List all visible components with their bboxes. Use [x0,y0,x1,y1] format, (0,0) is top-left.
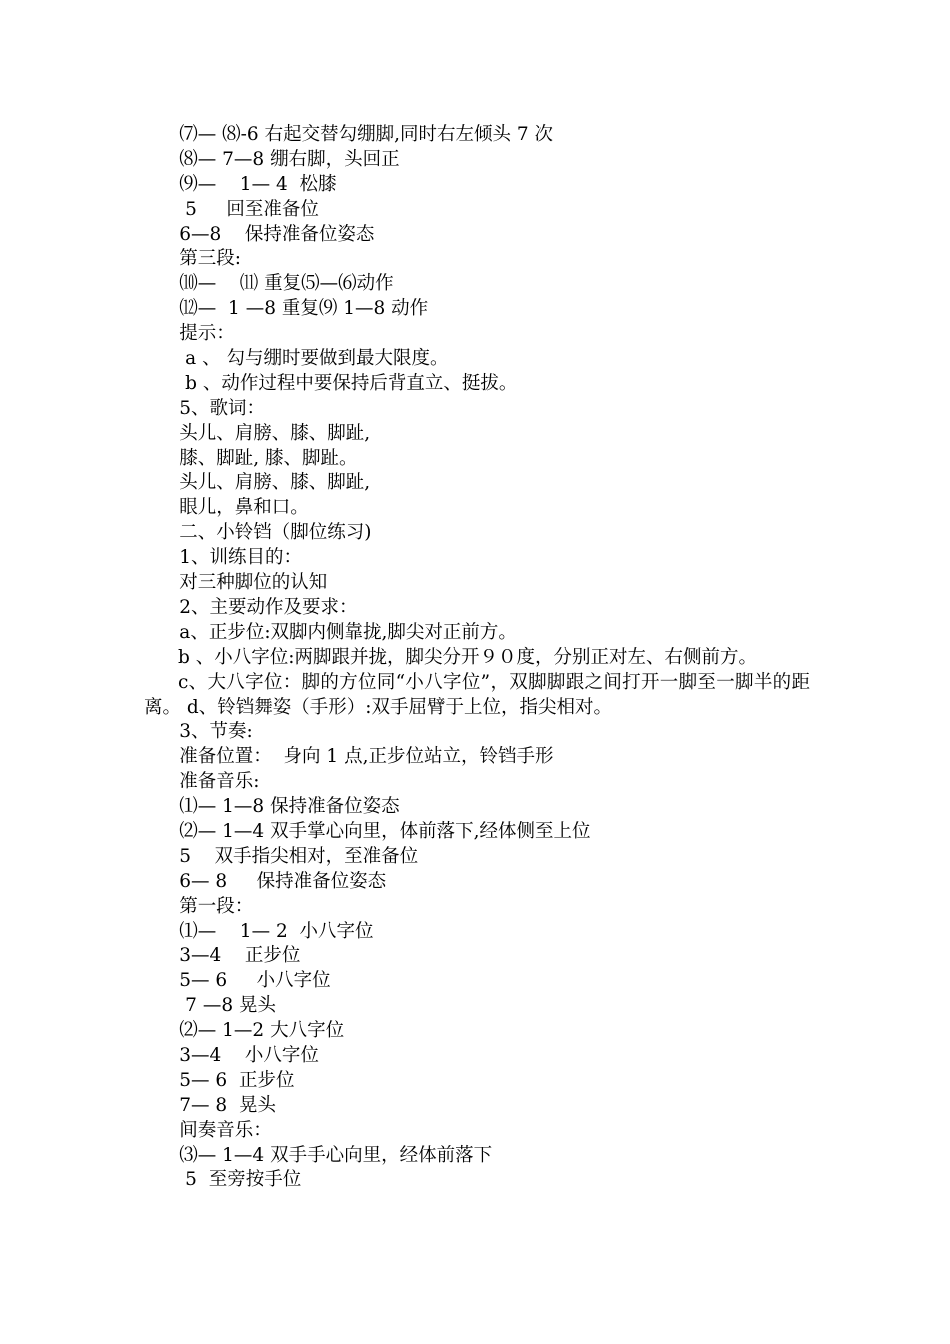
text-line: ⑵— 1—2 大八字位 [144,1020,345,1042]
lyric-line: 眼儿，鼻和口。 [144,497,309,519]
section-heading: 间奏音乐： [144,1119,272,1141]
text-line: ⑶— 1—4 双手手心向里，经体前落下 [144,1144,493,1166]
tips-heading: 提示： [144,323,235,345]
lyrics-heading: 5、歌词： [144,397,266,419]
text-line: 5 回至准备位 [144,198,319,220]
text-line: 对三种脚位的认知 [144,572,328,594]
text-line: 准备音乐: [144,771,260,793]
subsection-heading: 1、训练目的： [144,547,303,569]
tip-item: b 、动作过程中要保持后背直立、挺拔。 [144,372,518,394]
text-line: 5— 6 正步位 [144,1069,295,1091]
section-heading: 第一段： [144,895,254,917]
subsection-heading: 2、主要动作及要求： [144,596,358,618]
text-line: 7— 8 晃头 [144,1094,276,1116]
text-line: 6— 8 保持准备位姿态 [144,870,387,892]
text-line: ⑽— ⑾ 重复⑸—⑹动作 [144,273,394,295]
text-line: 准备位置： 身向 1 点,正步位站立，铃铛手形 [144,746,554,768]
text-line: 5 至旁按手位 [144,1169,302,1191]
subsection-heading: 3、节奏: [144,721,253,743]
text-line: 3—4 正步位 [144,945,301,967]
text-line: 7 —8 晃头 [144,995,276,1017]
text-line: ⑺— ⑻-6 右起交替勾绷脚,同时右左倾头 7 次 [144,124,553,145]
section-title: 二、小铃铛（脚位练习) [144,522,372,544]
text-line: ⑼— 1— 4 松膝 [144,173,337,195]
paragraph-c: c、大八字位：脚的方位同“小八字位”，双脚脚跟之间打开一脚至一脚半的距离。 d、铃铛舞姿（手形）:双手屈臂于上位，指尖相对。 [144,671,810,718]
text-line: 6—8 保持准备位姿态 [144,223,375,245]
lyric-line: 膝、脚趾, 膝、脚趾。 [144,447,358,469]
paragraph-b: b 、小八字位:两脚跟并拢，脚尖分开９０度，分别正对左、右侧前方。 [178,646,757,668]
text-line: ⑴— 1— 2 小八字位 [144,920,374,942]
text-line: ⑵— 1—4 双手掌心向里，体前落下,经体侧至上位 [144,820,591,842]
text-line: a、正步位:双脚内侧靠拢,脚尖对正前方。 [144,621,517,643]
text-line: ⑿— 1 —8 重复⑼ 1—8 动作 [144,298,429,320]
text-line: 5— 6 小八字位 [144,970,331,992]
lyric-line: 头儿、肩膀、膝、脚趾, [144,422,371,444]
tip-item: a 、 勾与绷时要做到最大限度。 [144,348,449,370]
document-body [144,123,810,1193]
lyric-line: 头儿、肩膀、膝、脚趾, [144,472,371,494]
text-line: ⑻— 7—8 绷右脚，头回正 [144,148,400,170]
text-line: ⑴— 1—8 保持准备位姿态 [144,796,400,818]
text-line: 5 双手指尖相对，至准备位 [144,845,419,867]
text-line: 3—4 小八字位 [144,1045,319,1066]
section-heading: 第三段: [144,248,242,270]
